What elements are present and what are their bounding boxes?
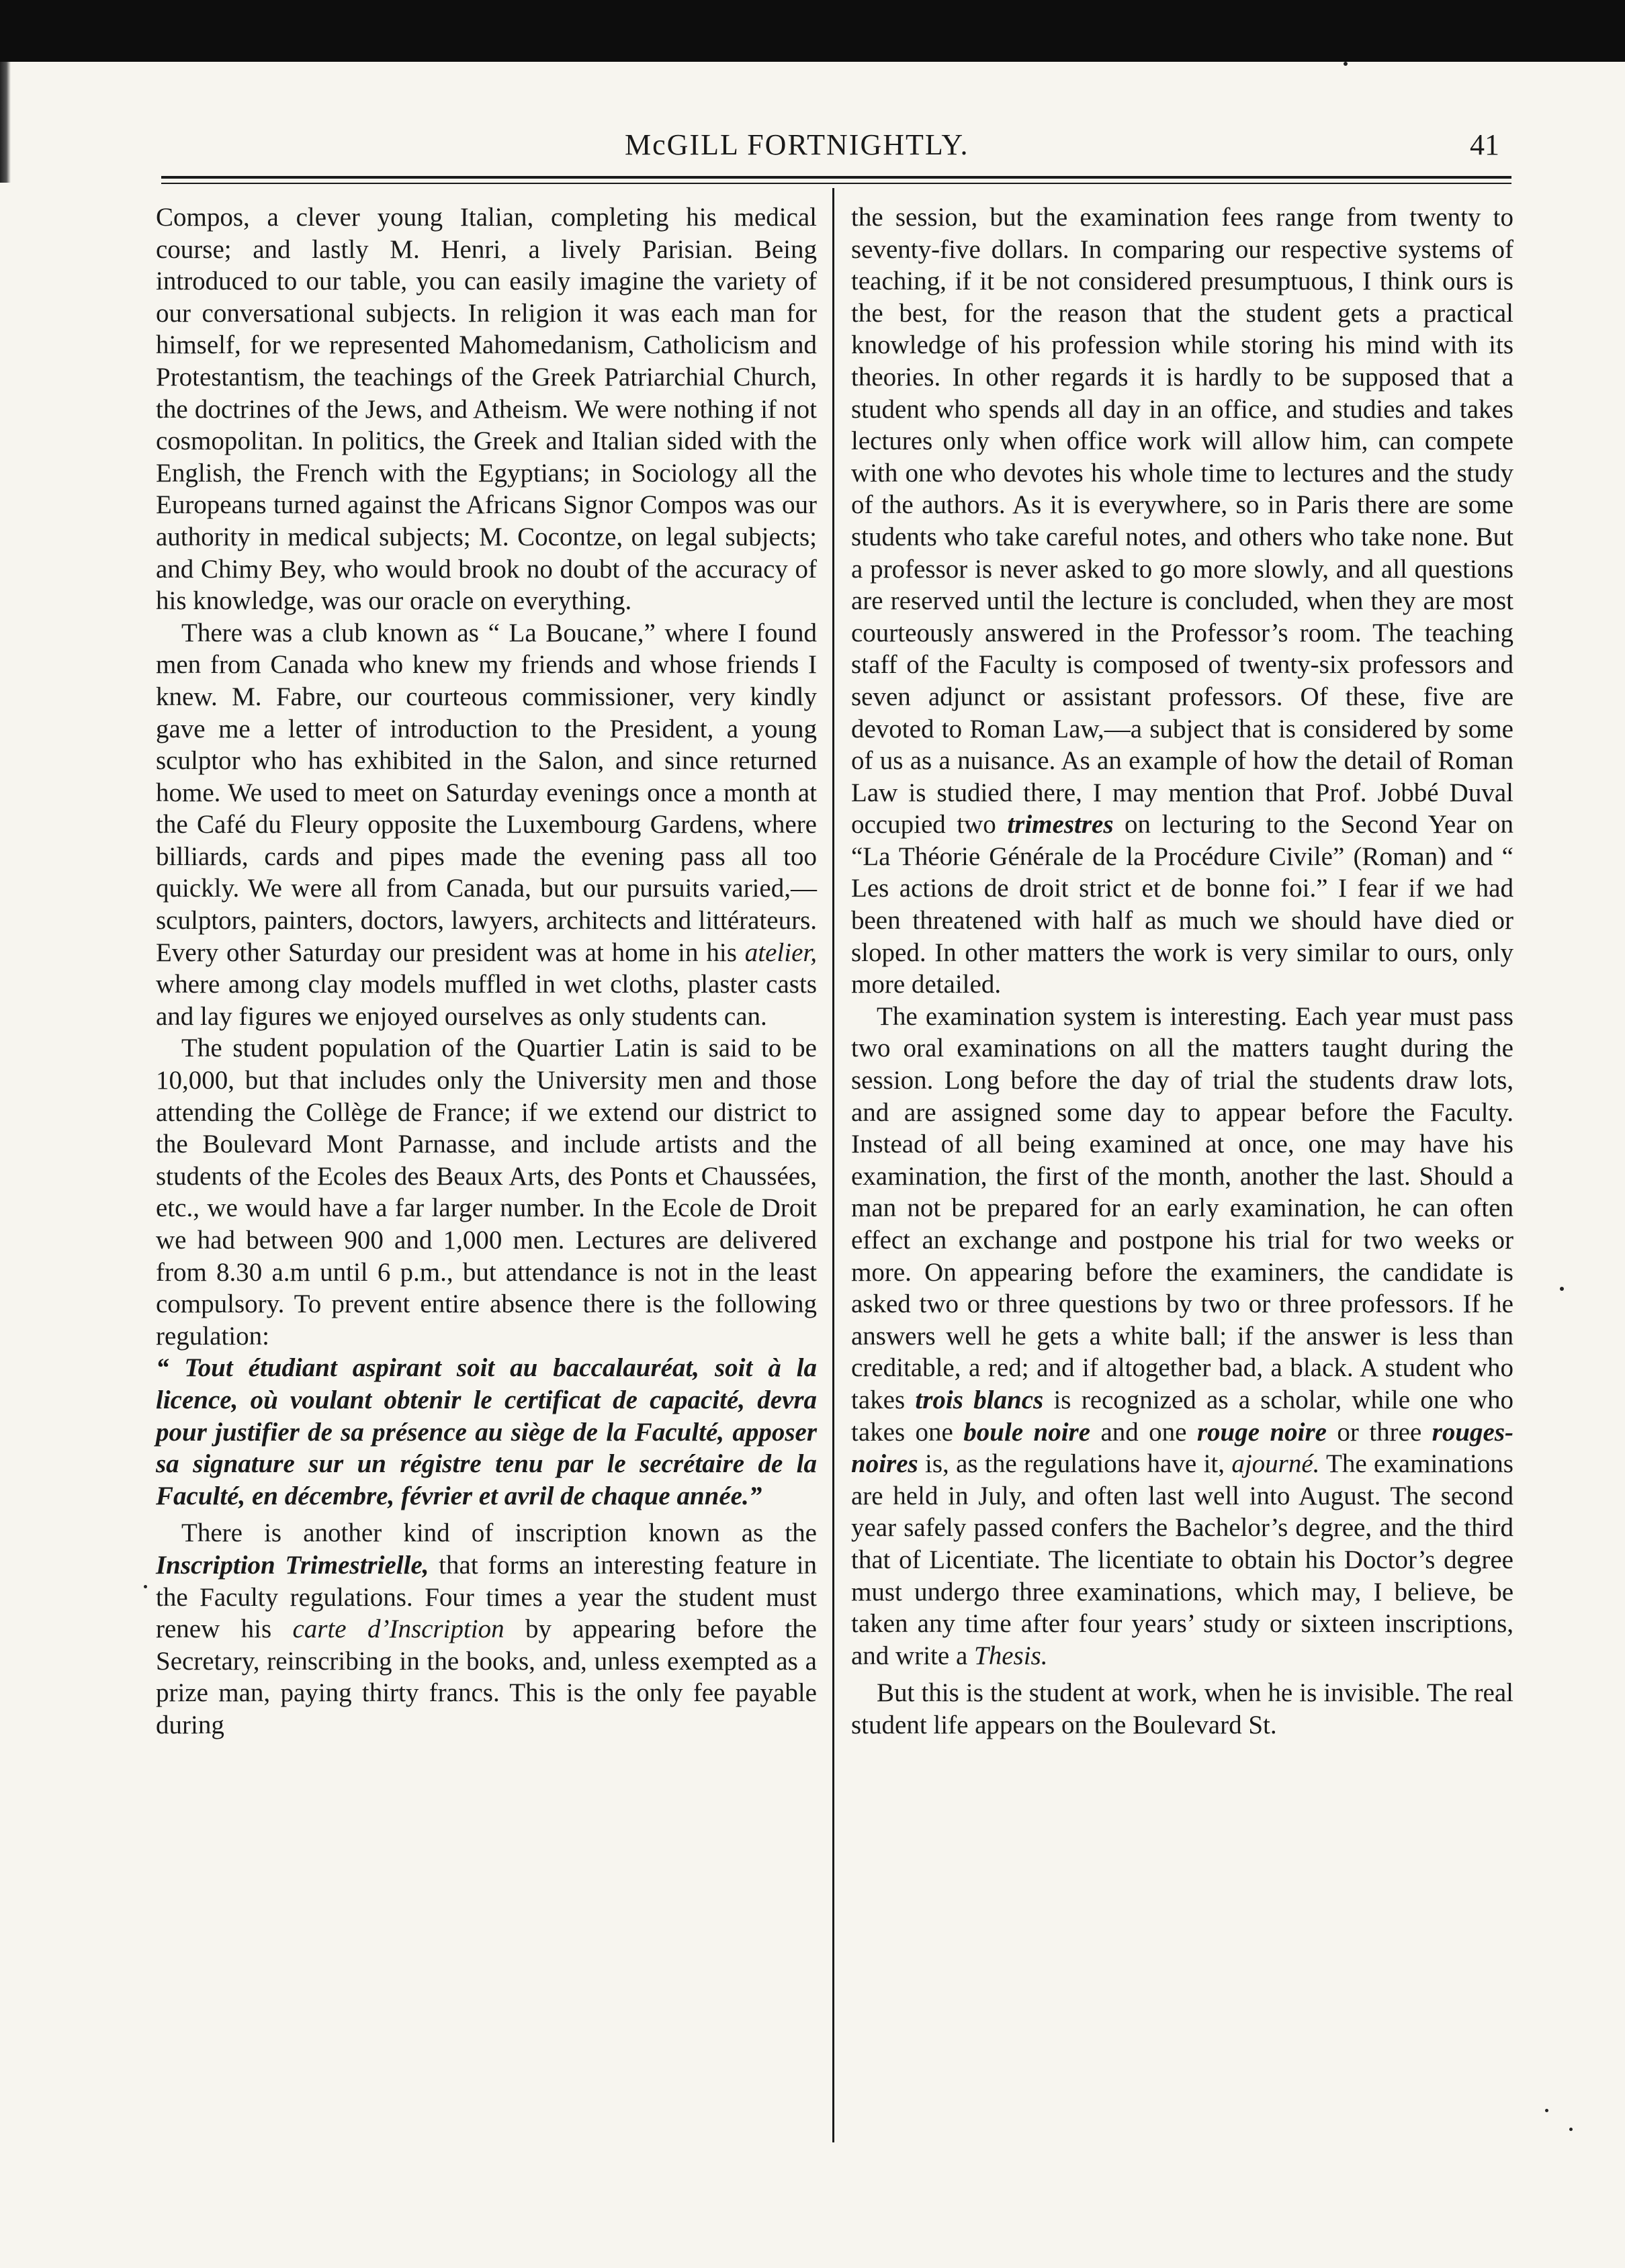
right-paragraph-3: But this is the student at work, when he is invisible. The real student life appears on the Boulevard St. <box>851 1678 1513 1739</box>
scan-speck <box>1344 62 1348 66</box>
left-paragraph-3: The student population of the Quartier Latin is said to be 10,000, but that includes only the University men and those attending the Collège de France; if we extend our district to the Boulevard Mont Parnasse, and include artists and the students of the Ecoles des Beaux Arts, des Ponts et Chaussées, etc., we would have a far larger number. In the Ecole de Droit we had between 900 and 1,000 men. Lectures are delivered from 8.30 a.m until 6 p.m., but attendance is not in the least compulsory. To prevent entire absence there is the following regulation: <box>156 1034 817 1351</box>
right-paragraph-2-text-b: is recognized as a scholar, while one who takes one <box>851 1385 1513 1447</box>
right-paragraph-2-text-c: and one <box>1090 1417 1197 1447</box>
rouges-noires-term: rouges-noires <box>851 1417 1513 1479</box>
scan-speck <box>1560 1287 1564 1291</box>
header-rule <box>161 176 1511 179</box>
left-paragraph-4-text-a: There is another kind of inscription known as the <box>181 1518 817 1548</box>
ajourne-term: ajourné. <box>1231 1449 1320 1479</box>
scan-speck <box>1545 2109 1548 2112</box>
right-paragraph-2-text-a: The examination system is interesting. Each year must pass two oral examinations on all the matters taught during the session. Long before the day of trial the students draw lots, and are assigned some day to appear before the Faculty. Instead of all being examined at once, one may have his examination, the first of the month, another the last. Should a man not be prepared for an early examination, he can often effect an exchange and postpone his trial for two weeks or more. On appearing before the examiners, the candidate is asked two or three questions by two or three professors. If he answers well he gets a white ball; if the answer is less than creditable, a red; and if altogether bad, a black. A student who takes <box>851 1001 1513 1414</box>
thesis-term: Thesis. <box>974 1641 1048 1670</box>
left-paragraph-2-atelier: atelier, <box>744 938 818 967</box>
boule-noire-term: boule noire <box>963 1417 1091 1447</box>
trois-blancs-term: trois blancs <box>915 1385 1044 1414</box>
right-paragraph-2 <box>851 1001 1513 1672</box>
column-divider <box>832 188 834 2142</box>
scan-top-band <box>0 0 1625 62</box>
page-number: 41 <box>1470 128 1499 161</box>
regulation-quote: “ Tout étudiant aspirant soit au baccalauréat, soit à la licence, où voulant obtenir le certificat de capacité, devra pour justifier de sa présence au siège de la Faculté, apposer sa signature sur un régistre tenu par le secrétaire de la Faculté, en décembre, février et avril de chaque année.” <box>156 1353 817 1510</box>
right-paragraph-2-text-e: is, as the regulations have it, <box>918 1449 1232 1479</box>
scan-speck <box>1569 2128 1573 2131</box>
right-column <box>851 201 1513 1741</box>
header-rule-thin <box>161 183 1511 184</box>
right-paragraph-2-text-d: or three <box>1326 1417 1432 1447</box>
scan-speck <box>144 1585 147 1588</box>
left-paragraph-2-text-b: where among clay models muffled in wet cloths, plaster casts and lay figures we enjoyed ourselves as only students can. <box>156 970 817 1031</box>
right-paragraph-1 <box>851 201 1513 1001</box>
trimestres-term: trimestres <box>1007 810 1114 840</box>
carte-inscription-term: carte d’Inscription <box>292 1615 504 1644</box>
rouge-noire-term: rouge noire <box>1196 1417 1327 1447</box>
left-paragraph-2-text-a: There was a club known as “ La Boucane,” where I found men from Canada who knew my friends and whose friends I knew. M. Fabre, our courteous commissioner, very kindly gave me a letter of introduction to the President, a young sculptor who has exhibited in the Salon, and since returned home. We used to meet on Saturday evenings once a month at the Café du Fleury opposite the Luxembourg Gardens, where billiards, cards and pipes made the evening pass all too quickly. We were all from Canada, but our pursuits varied,—sculptors, painters, doctors, lawyers, architects and littérateurs. Every other Saturday our president was at home in his <box>156 618 817 967</box>
right-paragraph-1-text-a: the session, but the examination fees range from twenty to seventy-five dollars. In comparing our respective systems of teaching, if it be not considered presumptuous, I think ours is the best, for the reason that the student gets a practical knowledge of his profession while storing his mind with its theories. In other regards it is hardly to be supposed that a student who spends all day in an office, and studies and takes lectures only when office work will allow him, can compete with one who devotes his whole time to lectures and the study of the authors. As it is everywhere, so in Paris there are some students who take careful notes, and others who take none. But a professor is never asked to go more slowly, and all questions are reserved until the lecture is concluded, when they are most courteously answered in the Professor’s room. The teaching staff of the Faculty is composed of twenty-six professors and seven adjunct or assistant professors. Of these, five are devoted to Roman Law,—a subject that is considered by some of us as a nuisance. As an example of how the detail of Roman Law is studied there, I may mention that Prof. Jobbé Duval occupied two <box>851 203 1513 840</box>
inscription-trimestrielle-term: Inscription Trimestrielle, <box>156 1550 429 1580</box>
scan-left-edge <box>0 62 11 183</box>
left-paragraph-1: Compos, a clever young Italian, completing his medical course; and lastly M. Henri, a lively Parisian. Being introduced to our table, you can easily imagine the variety of our conversational subjects. In religion it was each man for himself, for we represented Mahomedanism, Catholicism and Protestantism, the teachings of the Greek Patriarchial Church, the doctrines of the Jews, and Atheism. We were nothing if not cosmopolitan. In politics, the Greek and Italian sided with the English, the French with the Egyptians; in Sociology all the Europeans turned against the Africans Signor Compos was our authority in medical subjects; M. Cocontze, on legal subjects; and Chimy Bey, who would brook no doubt of the accuracy of his knowledge, was our oracle on everything. <box>156 203 817 616</box>
right-paragraph-1-text-b: on lecturing to the Second Year on “La Théorie Générale de la Procédure Civile” (Roman) and “ Les actions de droit strict et de bonne foi.” I fear if we had been threatened with half as much we should have died or sloped. In other matters the work is very similar to ours, only more detailed. <box>851 810 1514 999</box>
left-paragraph-4 <box>156 1517 817 1741</box>
left-paragraph-4-text-c: by appearing before the Secretary, reinscribing in the books, and, unless exempted as a prize man, paying thirty francs. This is the only fee payable during <box>156 1615 817 1739</box>
left-column <box>156 201 817 1741</box>
left-paragraph-2 <box>156 617 817 1033</box>
right-paragraph-2-text-f: The examinations are held in July, and often last well into August. The second year safely passed confers the Bachelor’s degree, and the third that of Licentiate. The licentiate to obtain his Doctor’s degree must undergo three examinations, which may, I believe, be taken any time after four years’ study or sixteen inscriptions, and write a <box>851 1449 1513 1670</box>
left-paragraph-4-text-b: that forms an interesting feature in the Faculty regulations. Four times a year the student must renew his <box>156 1550 817 1644</box>
running-title: McGILL FORTNIGHTLY. <box>625 128 969 161</box>
